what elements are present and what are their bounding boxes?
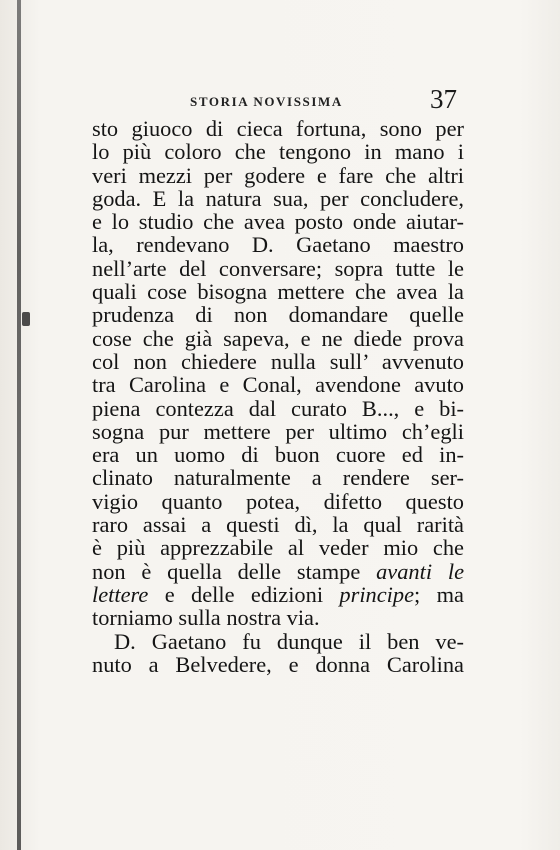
text-segment: la, rendevano D. Gaetano maestro	[92, 232, 464, 258]
page-gutter-shadow	[17, 0, 21, 850]
text-segment: goda. E la natura sua, per concludere,	[92, 185, 464, 211]
text-segment: e delle edizioni	[148, 581, 340, 607]
text-line	[92, 490, 464, 513]
text-line	[92, 513, 464, 536]
page-number: 37	[430, 84, 457, 114]
text-segment: nuto a Belvedere, e donna Carolina	[92, 651, 464, 677]
text-segment: nell’arte del conversare; sopra tutte le	[92, 255, 464, 281]
running-head-title: STORIA NOVISSIMA	[190, 94, 343, 109]
text-segment: era un uomo di buon cuore ed in-	[92, 442, 464, 468]
text-line	[92, 560, 464, 583]
text-segment: prudenza di non domandare quelle	[92, 302, 464, 328]
running-head	[118, 84, 463, 118]
paragraph	[92, 630, 464, 677]
italic-text: principe	[339, 581, 415, 607]
text-segment: lo più coloro che tengono in mano i	[92, 139, 464, 165]
text-segment: col non chiedere nulla sull’ avvenuto	[92, 348, 464, 374]
text-line	[92, 327, 464, 350]
text-line	[92, 164, 464, 187]
text-segment: piena contezza dal curato B..., e bi-	[92, 395, 464, 421]
italic-text: avanti le	[376, 558, 465, 584]
text-segment: torniamo sulla nostra via.	[92, 605, 320, 631]
text-line	[92, 443, 464, 466]
text-segment: tra Carolina e Conal, avendone avuto	[92, 372, 464, 398]
text-line	[92, 606, 464, 629]
text-line	[92, 373, 464, 396]
text-line	[92, 583, 464, 606]
text-segment: clinato naturalmente a rendere ser-	[92, 465, 464, 491]
text-line	[92, 350, 464, 373]
text-segment: ; ma	[414, 581, 464, 607]
text-segment: veri mezzi per godere e fare che altri	[92, 162, 464, 188]
text-segment: sogna pur mettere per ultimo ch’egli	[92, 418, 464, 444]
text-segment: raro assai a questi dì, la qual rarità	[92, 512, 464, 538]
text-segment: è più apprezzabile al veder mio che	[92, 535, 464, 561]
text-line	[92, 257, 464, 280]
text-line	[92, 466, 464, 489]
text-line	[92, 140, 464, 163]
text-line	[92, 420, 464, 443]
text-segment: cose che già sapeva, e ne diede prova	[92, 325, 464, 351]
text-segment: non è quella delle stampe	[92, 558, 377, 584]
text-segment: e lo studio che avea posto onde aiutar-	[92, 209, 464, 235]
text-line	[92, 653, 464, 676]
text-line	[92, 280, 464, 303]
text-line	[92, 117, 464, 140]
text-line	[92, 210, 464, 233]
text-line	[92, 303, 464, 326]
italic-text: lettere	[92, 581, 149, 607]
text-segment: sto giuoco di cieca fortuna, sono per	[92, 116, 464, 141]
body-text	[92, 117, 464, 676]
text-segment: quali cose bisogna mettere che avea la	[92, 279, 464, 305]
binding-mark	[22, 312, 30, 326]
paragraph	[92, 117, 464, 630]
text-line	[92, 233, 464, 256]
text-line	[92, 630, 464, 653]
text-segment: vigio quanto potea, difetto questo	[92, 488, 464, 514]
text-segment: D. Gaetano fu dunque il ben ve-	[114, 628, 464, 654]
text-line	[92, 397, 464, 420]
text-line	[92, 187, 464, 210]
text-line	[92, 536, 464, 559]
